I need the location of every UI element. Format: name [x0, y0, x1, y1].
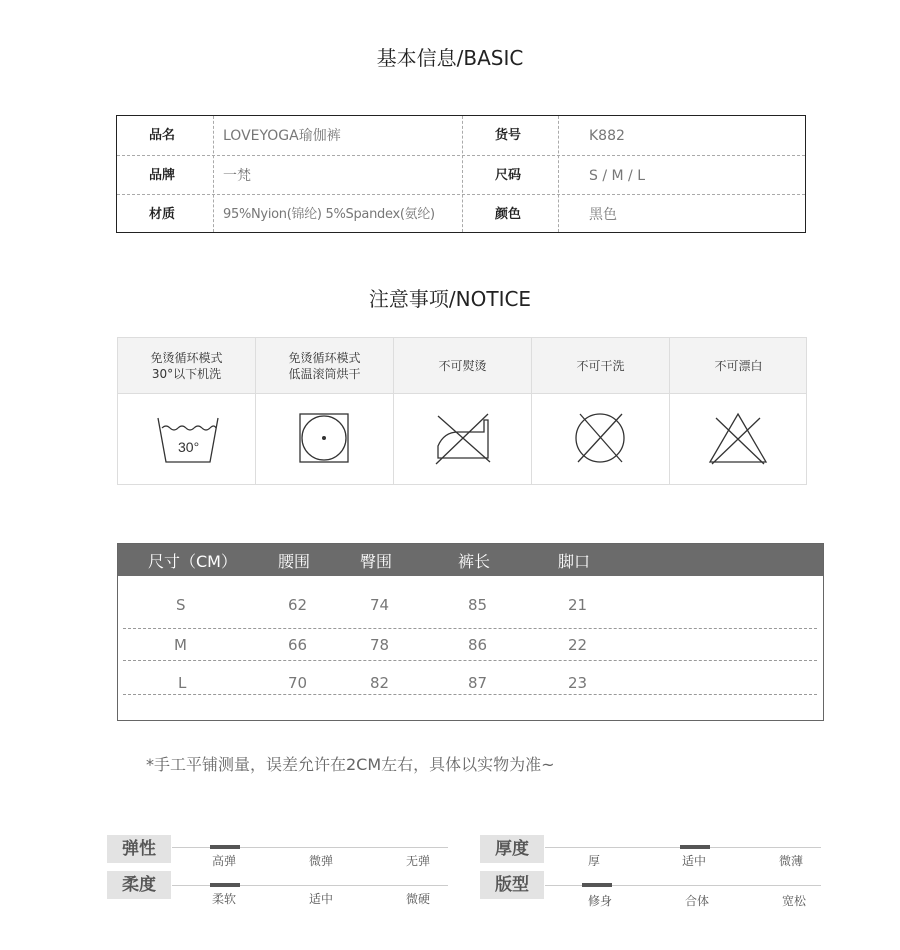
care-label-line1: 免烫循环模式	[288, 350, 361, 365]
softness-option: 微硬	[406, 892, 431, 906]
header-waist: 腰围	[278, 552, 311, 571]
value-product-name: LOVEYOGA瑜伽裤	[223, 128, 341, 144]
elasticity-option: 微弹	[309, 854, 334, 868]
cell-length: 86	[468, 636, 488, 654]
cell-hip: 82	[370, 674, 390, 692]
cell-size: L	[178, 674, 187, 692]
label-brand: 品牌	[149, 168, 176, 183]
size-table-header	[118, 544, 823, 576]
care-label-line2: 低温滚筒烘干	[288, 366, 361, 381]
no-bleach-icon	[708, 410, 772, 466]
cell-waist: 70	[288, 674, 308, 692]
care-label-line1: 免烫循环模式	[150, 350, 223, 365]
basic-info-table	[116, 115, 806, 233]
value-brand: 一梵	[223, 168, 251, 184]
thickness-indicator	[680, 845, 710, 849]
fit-option: 宽松	[782, 894, 807, 908]
value-color: 黑色	[589, 207, 617, 223]
care-item	[532, 338, 670, 484]
wash-temperature-text: 30°	[178, 439, 200, 455]
cell-length: 85	[468, 596, 488, 614]
basic-section-title: 基本信息/BASIC	[376, 46, 524, 70]
header-hem: 脚口	[558, 552, 591, 571]
elasticity-option: 无弹	[406, 854, 431, 868]
cell-size: S	[176, 596, 186, 614]
care-instructions	[117, 337, 807, 485]
care-label-line1: 不可熨烫	[438, 358, 487, 373]
cell-waist: 62	[288, 596, 308, 614]
label-size: 尺码	[495, 168, 522, 183]
notice-section-title: 注意事项/NOTICE	[368, 287, 532, 311]
care-item	[670, 338, 808, 484]
value-size: S / M / L	[589, 168, 645, 184]
wash-30-icon	[156, 410, 220, 466]
thickness-option: 微薄	[779, 854, 804, 868]
basic-info-row	[117, 155, 805, 194]
care-item	[118, 338, 256, 484]
header-hip: 臀围	[360, 552, 393, 571]
fit-indicator	[582, 883, 612, 887]
cell-hem: 21	[568, 596, 588, 614]
header-size: 尺寸（CM）	[148, 552, 237, 571]
elasticity-indicator	[210, 845, 240, 849]
thickness-option: 厚	[588, 854, 601, 868]
header-length: 裤长	[458, 552, 491, 571]
elasticity-option: 高弹	[212, 854, 237, 868]
basic-info-row	[117, 116, 805, 154]
fit-option: 修身	[588, 894, 613, 908]
label-color: 颜色	[495, 207, 522, 222]
care-label-line2: 30°以下机洗	[151, 366, 222, 381]
cell-hem: 23	[568, 674, 588, 692]
label-item-number: 货号	[495, 128, 522, 143]
fit-option: 合体	[685, 894, 710, 908]
thickness-option: 适中	[682, 854, 707, 868]
basic-info-row	[117, 194, 805, 233]
cell-length: 87	[468, 674, 488, 692]
measurement-note: *手工平铺测量，误差允许在2CM左右，具体以实物为准~	[146, 755, 555, 774]
softness-indicator	[210, 883, 240, 887]
attr-label-softness: 柔度	[107, 871, 171, 899]
softness-option: 柔软	[212, 892, 237, 906]
attr-label-elasticity: 弹性	[107, 835, 171, 863]
label-material: 材质	[149, 207, 176, 222]
care-label-line1: 不可漂白	[714, 358, 763, 373]
no-dry-clean-icon	[570, 410, 634, 466]
no-iron-icon	[432, 410, 496, 466]
value-item-number: K882	[589, 128, 625, 144]
label-product-name: 品名	[149, 128, 176, 143]
attr-label-thickness: 厚度	[480, 835, 544, 863]
cell-hip: 78	[370, 636, 390, 654]
cell-hip: 74	[370, 596, 390, 614]
care-label-line1: 不可干洗	[576, 358, 625, 373]
tumble-dry-low-icon	[294, 410, 358, 466]
care-item	[394, 338, 532, 484]
care-item	[256, 338, 394, 484]
size-table	[117, 543, 824, 721]
cell-hem: 22	[568, 636, 588, 654]
cell-waist: 66	[288, 636, 308, 654]
value-material: 95%Nyion(锦纶) 5%Spandex(氨纶)	[223, 207, 435, 222]
attr-label-fit: 版型	[480, 871, 544, 899]
softness-option: 适中	[309, 892, 334, 906]
cell-size: M	[174, 636, 187, 654]
